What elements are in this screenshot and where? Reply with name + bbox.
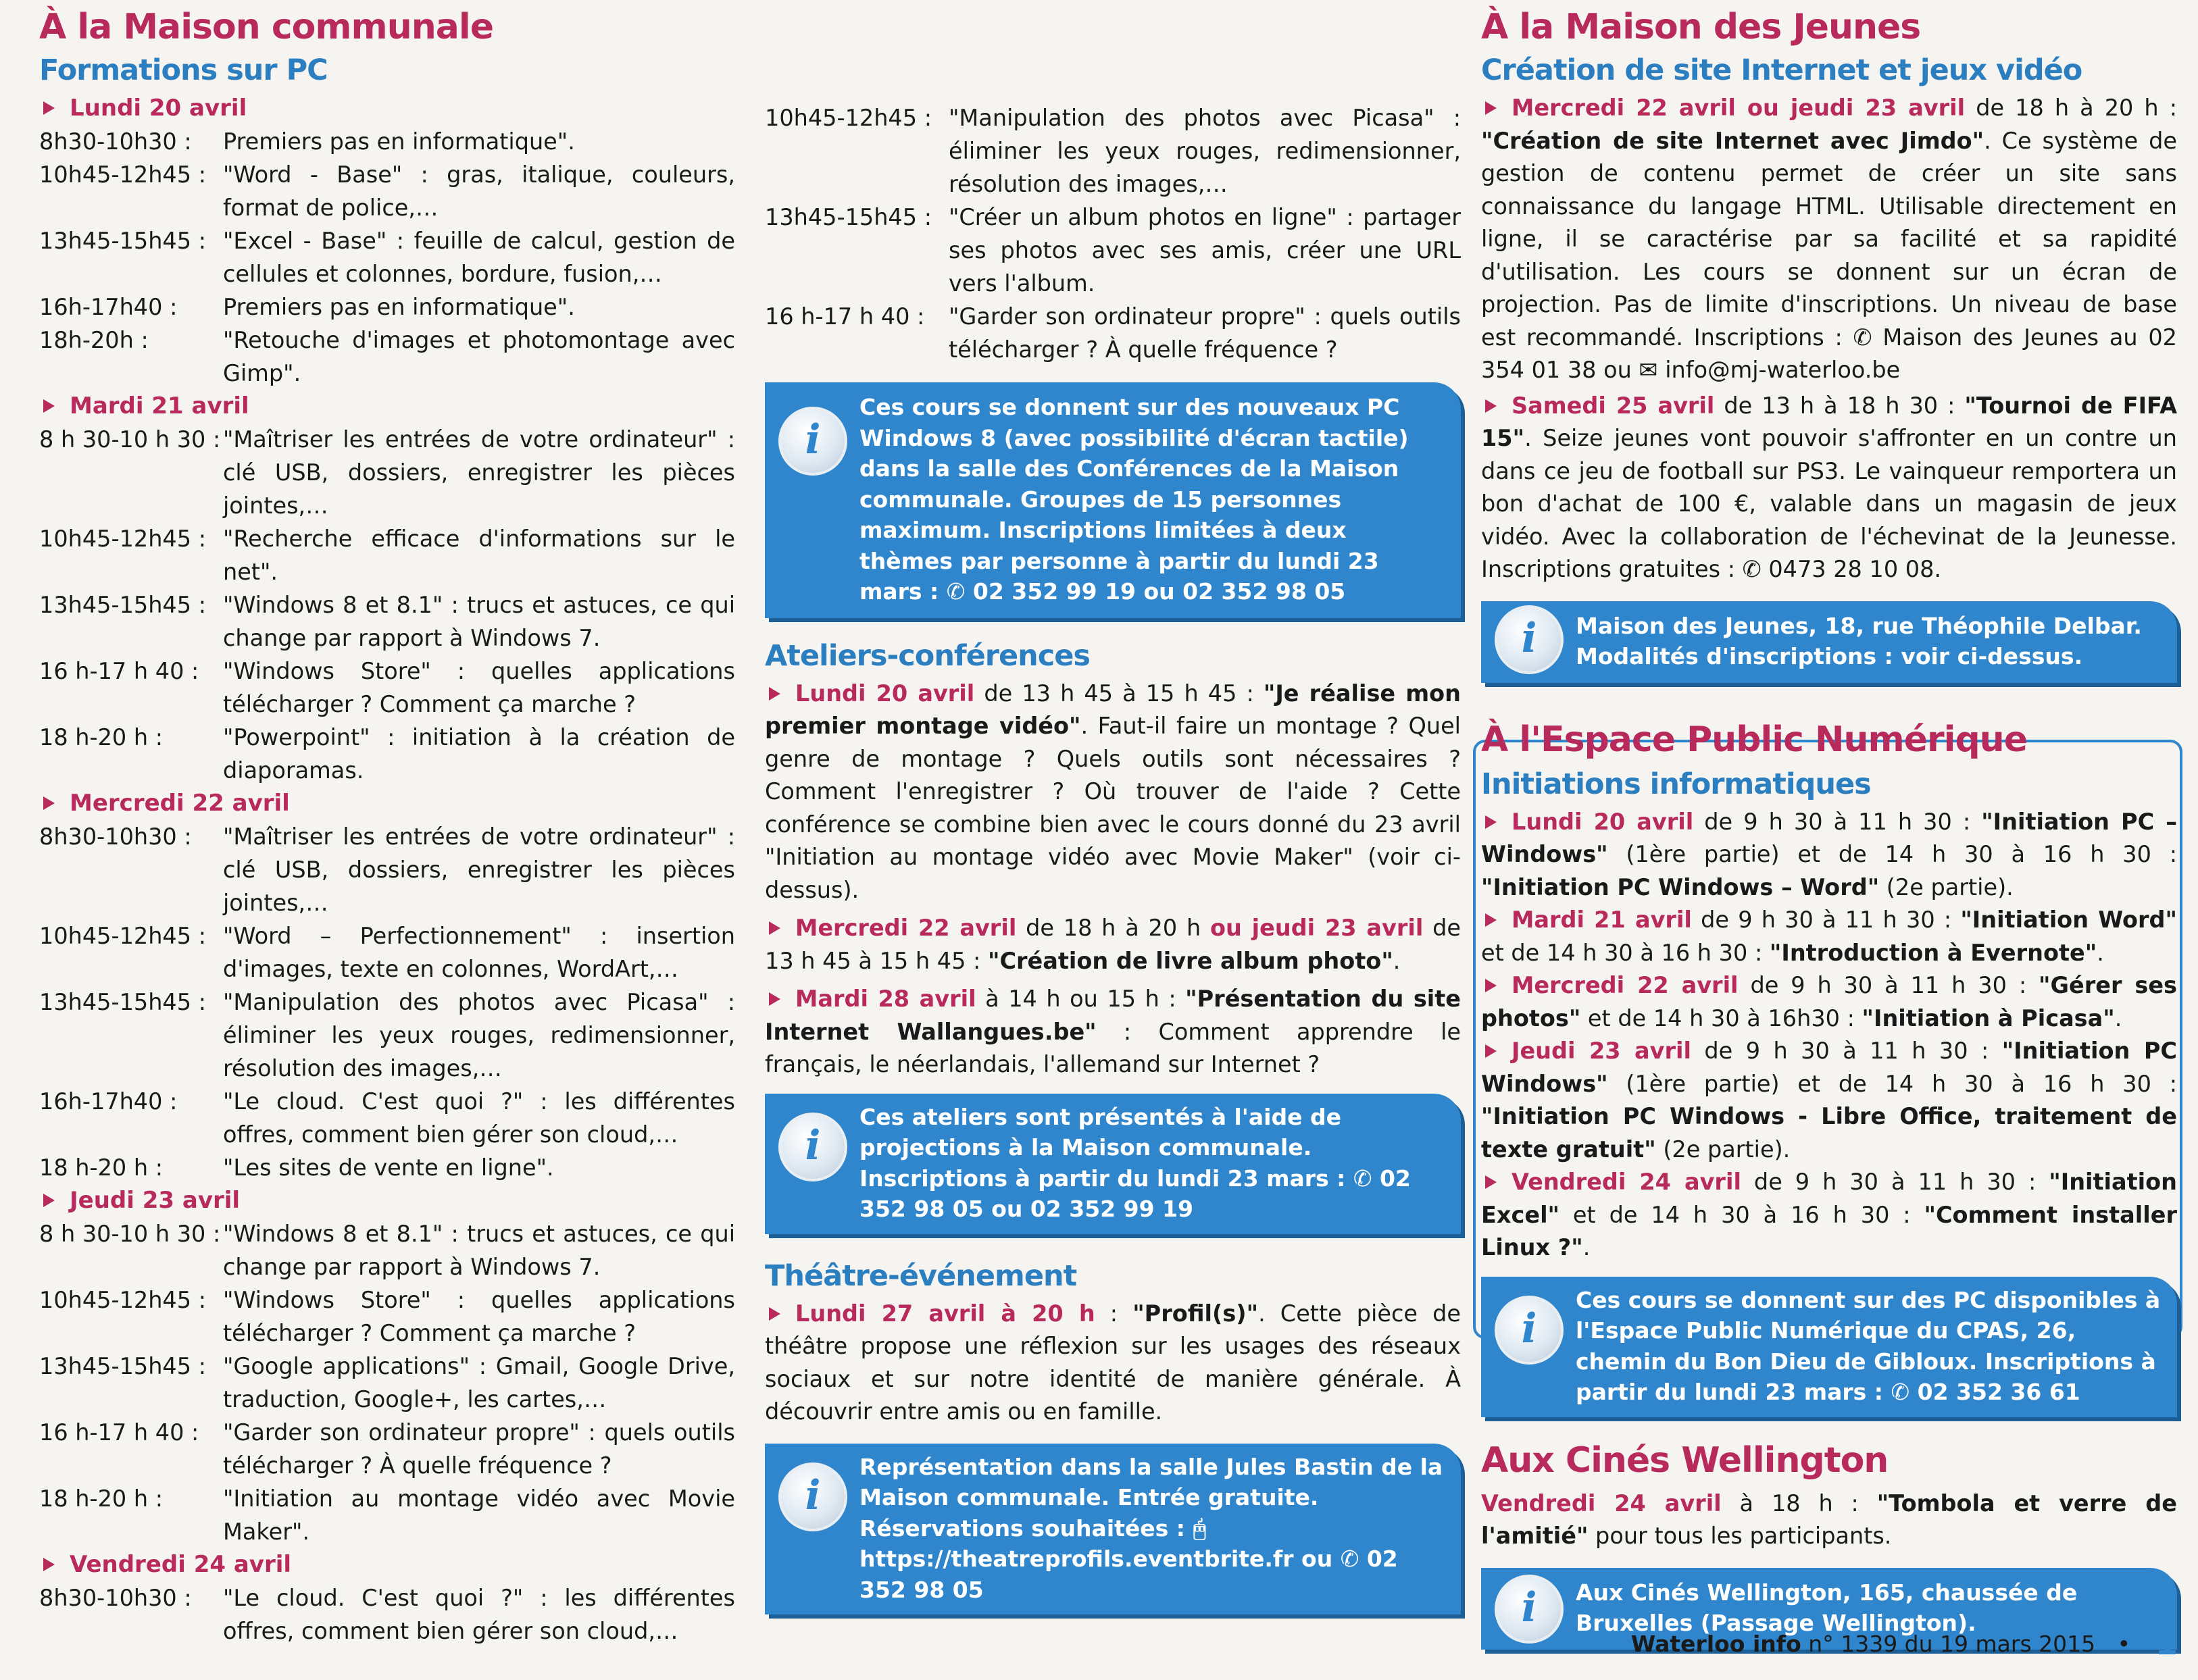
info-icon: i xyxy=(778,407,847,476)
day-block xyxy=(39,92,735,390)
triangle-bullet-icon xyxy=(1485,1044,1497,1058)
triangle-bullet-icon xyxy=(1485,913,1497,927)
session-row: 18h-20h : "Retouche d'images et photomontage avec Gimp". xyxy=(39,327,735,386)
info-box-formations: i Ces cours se donnent sur des nouveaux PC Windows 8 (avec possibilité d'écran tactile) dans la salle des Conférences de la Maison communale. Groupes de 15 personnes maximum. Inscriptions limitées à deux thèmes par personne à partir du lundi 23 mars : ✆ 02 352 99 19 ou 02 352 98 05 xyxy=(765,382,1461,618)
session-row: 8 h 30-10 h 30 : "Windows 8 et 8.1" : trucs et astuces, ce qui change par rapport à Windows 7. xyxy=(39,1221,735,1280)
session-row: 16 h-17 h 40 : "Garder son ordinateur propre" : quels outils télécharger ? À quelle fréquence ? xyxy=(765,303,1461,363)
triangle-bullet-icon xyxy=(1485,399,1497,413)
section-title-maison-communale: À la Maison communale xyxy=(39,7,493,47)
info-box-cines: i Aux Cinés Wellington, 165, chaussée de Bruxelles (Passage Wellington). xyxy=(1481,1568,2177,1650)
session-row: 8 h 30-10 h 30 : "Maîtriser les entrées de votre ordinateur" : clé USB, dossiers, enregistrer les pièces jointes,… xyxy=(39,426,735,519)
footer-bullet: • xyxy=(2117,1631,2131,1657)
day-block xyxy=(39,1548,735,1648)
subtitle-creation-site: Création de site Internet et jeux vidéo xyxy=(1481,53,2082,87)
session-row: 16h-17h40 : "Le cloud. C'est quoi ?" : les différentes offres, comment bien gérer son cloud,… xyxy=(39,1088,735,1148)
triangle-bullet-icon xyxy=(43,1558,55,1571)
subtitle-formations-pc: Formations sur PC xyxy=(39,53,328,87)
atelier-item: Mardi 28 avril à 14 h ou 15 h : "Présentation du site Internet Wallangues.be" : Comment apprendre le français, le néerlandais, l'allemand sur Internet ? xyxy=(765,986,1462,1077)
epn-item: Mercredi 22 avril de 9 h 30 à 11 h 30 : "Gérer ses photos" et de 14 h 30 à 16h30 : "Initiation à Picasa". xyxy=(1481,972,2177,1032)
atelier-item: Lundi 20 avril de 13 h 45 à 15 h 45 : "Je réalise mon premier montage vidéo". Faut-il faire un montage ? Quel genre de montage ? Quels outils sont nécessaires ? Comment l'enregistrer ? Où trouver de l'aide ? Cette conférence se combine bien avec le cours donné du 23 avril "Initiation au montage vidéo avec Movie Maker" (voir ci-dessus). xyxy=(765,680,1461,903)
formations-schedule xyxy=(39,92,735,1648)
info-icon: i xyxy=(1495,1296,1564,1365)
triangle-bullet-icon xyxy=(769,921,780,935)
info-icon: i xyxy=(778,1113,847,1181)
footer-issue: n° 1339 du 19 mars 2015 xyxy=(1801,1631,2096,1657)
epn-item: Vendredi 24 avril de 9 h 30 à 11 h 30 : "Initiation Excel" et de 14 h 30 à 16 h 30 : "Comment installer Linux ?". xyxy=(1481,1169,2177,1261)
epn-item: Mardi 21 avril de 9 h 30 à 11 h 30 : "Initiation Word" et de 14 h 30 à 16 h 30 : "Introduction à Evernote". xyxy=(1481,907,2177,966)
section-title-cines: Aux Cinés Wellington xyxy=(1481,1440,1889,1481)
triangle-bullet-icon xyxy=(769,992,780,1006)
column-ateliers xyxy=(765,0,1461,1614)
triangle-bullet-icon xyxy=(769,1307,780,1321)
session-row: 10h45-12h45 : "Recherche efficace d'informations sur le net". xyxy=(39,526,735,585)
info-box-theatre: i Représentation dans la salle Jules Bastin de la Maison communale. Entrée gratuite. Réservations souhaitées : 🖰 https://theatreprofils.eventbrite.fr ou ✆ 02 352 98 05 xyxy=(765,1444,1461,1615)
atelier-item: Mercredi 22 avril de 18 h à 20 h ou jeudi 23 avril de 13 h 45 à 15 h 45 : "Création de livre album photo". xyxy=(765,915,1461,974)
triangle-bullet-icon xyxy=(43,399,55,413)
session-row: 18 h-20 h : "Les sites de vente en ligne". xyxy=(39,1154,554,1181)
session-row: 16 h-17 h 40 : "Garder son ordinateur propre" : quels outils télécharger ? À quelle fréquence ? xyxy=(39,1419,735,1479)
mj-item: Mercredi 22 avril ou jeudi 23 avril de 18 h à 20 h : "Création de site Internet avec Jimdo". Ce système de gestion de contenu permet de créer un site sans connaissance du langage HTML. Utilisable directement en ligne, il se caractérise par sa facilité et sa rapidité d'utilisation. Les cours se donnent sur un écran de projection. Pas de limite d'inscriptions. Un niveau de base est recommandé. Inscriptions : ✆ Maison des Jeunes au 02 354 01 38 ou ✉ info@mj-waterloo.be xyxy=(1481,95,2178,383)
mj-item: Samedi 25 avril de 13 h à 18 h 30 : "Tournoi de FIFA 15". Seize jeunes vont pouvoir s'affronter en un contre un dans ce jeu de football sur PS3. Le vainqueur remportera un bon d'achat de 100 €, valable dans un magasin de jeux vidéo. Avec la collaboration de l'échevinat de la Jeunesse. Inscriptions gratuites : ✆ 0473 28 10 08. xyxy=(1481,392,2177,582)
epn-list xyxy=(1481,806,2177,1265)
session-row: 10h45-12h45 : "Manipulation des photos avec Picasa" : éliminer les yeux rouges, redimensionner, résolution des images,… xyxy=(765,105,1461,197)
session-row: 13h45-15h45 : "Google applications" : Gmail, Google Drive, traduction, Google+, les cartes,… xyxy=(39,1353,735,1412)
session-row: 16h-17h40 : Premiers pas en informatique". xyxy=(39,294,575,320)
session-row: 10h45-12h45 : "Word - Base" : gras, italique, couleurs, format de police,… xyxy=(39,161,735,221)
info-box-epn: i Ces cours se donnent sur des PC disponibles à l'Espace Public Numérique du CPAS, 26, chemin du Bon Dieu de Gibloux. Inscriptions à partir du lundi 23 mars : ✆ 02 352 36 61 xyxy=(1481,1277,2177,1417)
day-block xyxy=(39,1184,735,1548)
triangle-bullet-icon xyxy=(43,1194,55,1207)
triangle-bullet-icon xyxy=(43,796,55,810)
session-row: 13h45-15h45 : "Manipulation des photos avec Picasa" : éliminer les yeux rouges, redimensionner, résolution des images,… xyxy=(39,989,735,1081)
session-row: 10h45-12h45 : "Word – Perfectionnement" : insertion d'images, texte en colonnes, WordArt,… xyxy=(39,923,735,982)
info-box-ateliers: i Ces ateliers sont présentés à l'aide de projections à la Maison communale. Inscriptions à partir du lundi 23 mars : ✆ 02 352 98 05 ou 02 352 99 19 xyxy=(765,1094,1461,1234)
session-row: 18 h-20 h : "Initiation au montage vidéo avec Movie Maker". xyxy=(39,1485,735,1545)
day-heading: Mardi 21 avril xyxy=(39,390,735,423)
section-title-epn: À l'Espace Public Numérique xyxy=(1481,719,2027,760)
page-footer xyxy=(1631,1625,2178,1662)
column-maison-des-jeunes xyxy=(1481,0,2177,1650)
epn-item: Jeudi 23 avril de 9 h 30 à 11 h 30 : "Initiation PC Windows" (1ère partie) et de 14 h 30 à 16 h 30 : "Initiation PC Windows - Libre Office, traitement de texte gratuit" (2e partie). xyxy=(1481,1038,2177,1163)
subtitle-theatre: Théâtre-événement xyxy=(765,1258,1077,1293)
day-block xyxy=(39,787,735,1184)
subtitle-ateliers-conferences: Ateliers-conférences xyxy=(765,638,1091,673)
day-heading: Lundi 20 avril xyxy=(39,92,735,125)
column-maison-communale xyxy=(39,0,735,1648)
triangle-bullet-icon xyxy=(1485,1175,1497,1189)
session-row: 8h30-10h30 : "Le cloud. C'est quoi ?" : les différentes offres, comment bien gérer son cloud,… xyxy=(39,1585,735,1644)
triangle-bullet-icon xyxy=(1485,979,1497,992)
triangle-bullet-icon xyxy=(1485,815,1497,829)
section-title-maison-jeunes: À la Maison des Jeunes xyxy=(1481,7,1921,47)
session-row: 8h30-10h30 : Premiers pas en informatique". xyxy=(39,128,575,155)
cines-item: Vendredi 24 avril à 18 h : "Tombola et verre de l'amitié" pour tous les participants. xyxy=(1481,1490,2177,1549)
day-block xyxy=(39,390,735,787)
day-heading: Jeudi 23 avril xyxy=(39,1184,735,1217)
info-icon: i xyxy=(1495,1575,1564,1644)
triangle-bullet-icon xyxy=(769,687,780,701)
session-row: 16 h-17 h 40 : "Windows Store" : quelles applications télécharger ? Comment ça marche ? xyxy=(39,658,735,717)
session-row: 10h45-12h45 : "Windows Store" : quelles applications télécharger ? Comment ça marche ? xyxy=(39,1287,735,1346)
info-icon: i xyxy=(778,1462,847,1531)
session-row: 18 h-20 h : "Powerpoint" : initiation à la création de diaporamas. xyxy=(39,724,735,784)
session-row: 13h45-15h45 : "Windows 8 et 8.1" : trucs et astuces, ce qui change par rapport à Windows 7. xyxy=(39,592,735,651)
epn-item: Lundi 20 avril de 9 h 30 à 11 h 30 : "Initiation PC – Windows" (1ère partie) et de 14 h 30 à 16 h 30 : "Initiation PC Windows – Word" (2e partie). xyxy=(1481,808,2177,900)
info-box-mj: i Maison des Jeunes, 18, rue Théophile Delbar. Modalités d'inscriptions : voir ci-dessus. xyxy=(1481,601,2177,683)
info-icon: i xyxy=(1495,605,1564,674)
day-heading: Mercredi 22 avril xyxy=(39,787,735,820)
triangle-bullet-icon xyxy=(1485,101,1497,115)
session-row: 13h45-15h45 : "Excel - Base" : feuille de calcul, gestion de cellules et colonnes, bordure, fusion,… xyxy=(39,228,735,287)
session-row: 13h45-15h45 : "Créer un album photos en ligne" : partager ses photos avec ses amis, créer une URL vers l'album. xyxy=(765,204,1461,297)
theatre-item: Lundi 27 avril à 20 h : "Profil(s)". Cette pièce de théâtre propose une réflexion sur les usages des réseaux sociaux et sur notre identité de manière générale. À découvrir entre amis ou en famille. xyxy=(765,1300,1461,1425)
page-number: 1 xyxy=(2155,1625,2178,1662)
subtitle-initiations: Initiations informatiques xyxy=(1481,767,1871,801)
day-heading: Vendredi 24 avril xyxy=(39,1548,735,1581)
footer-brand: Waterloo info xyxy=(1630,1631,1801,1657)
session-row: 8h30-10h30 : "Maîtriser les entrées de votre ordinateur" : clé USB, dossiers, enregistrer les pièces jointes,… xyxy=(39,823,735,916)
triangle-bullet-icon xyxy=(43,101,55,115)
